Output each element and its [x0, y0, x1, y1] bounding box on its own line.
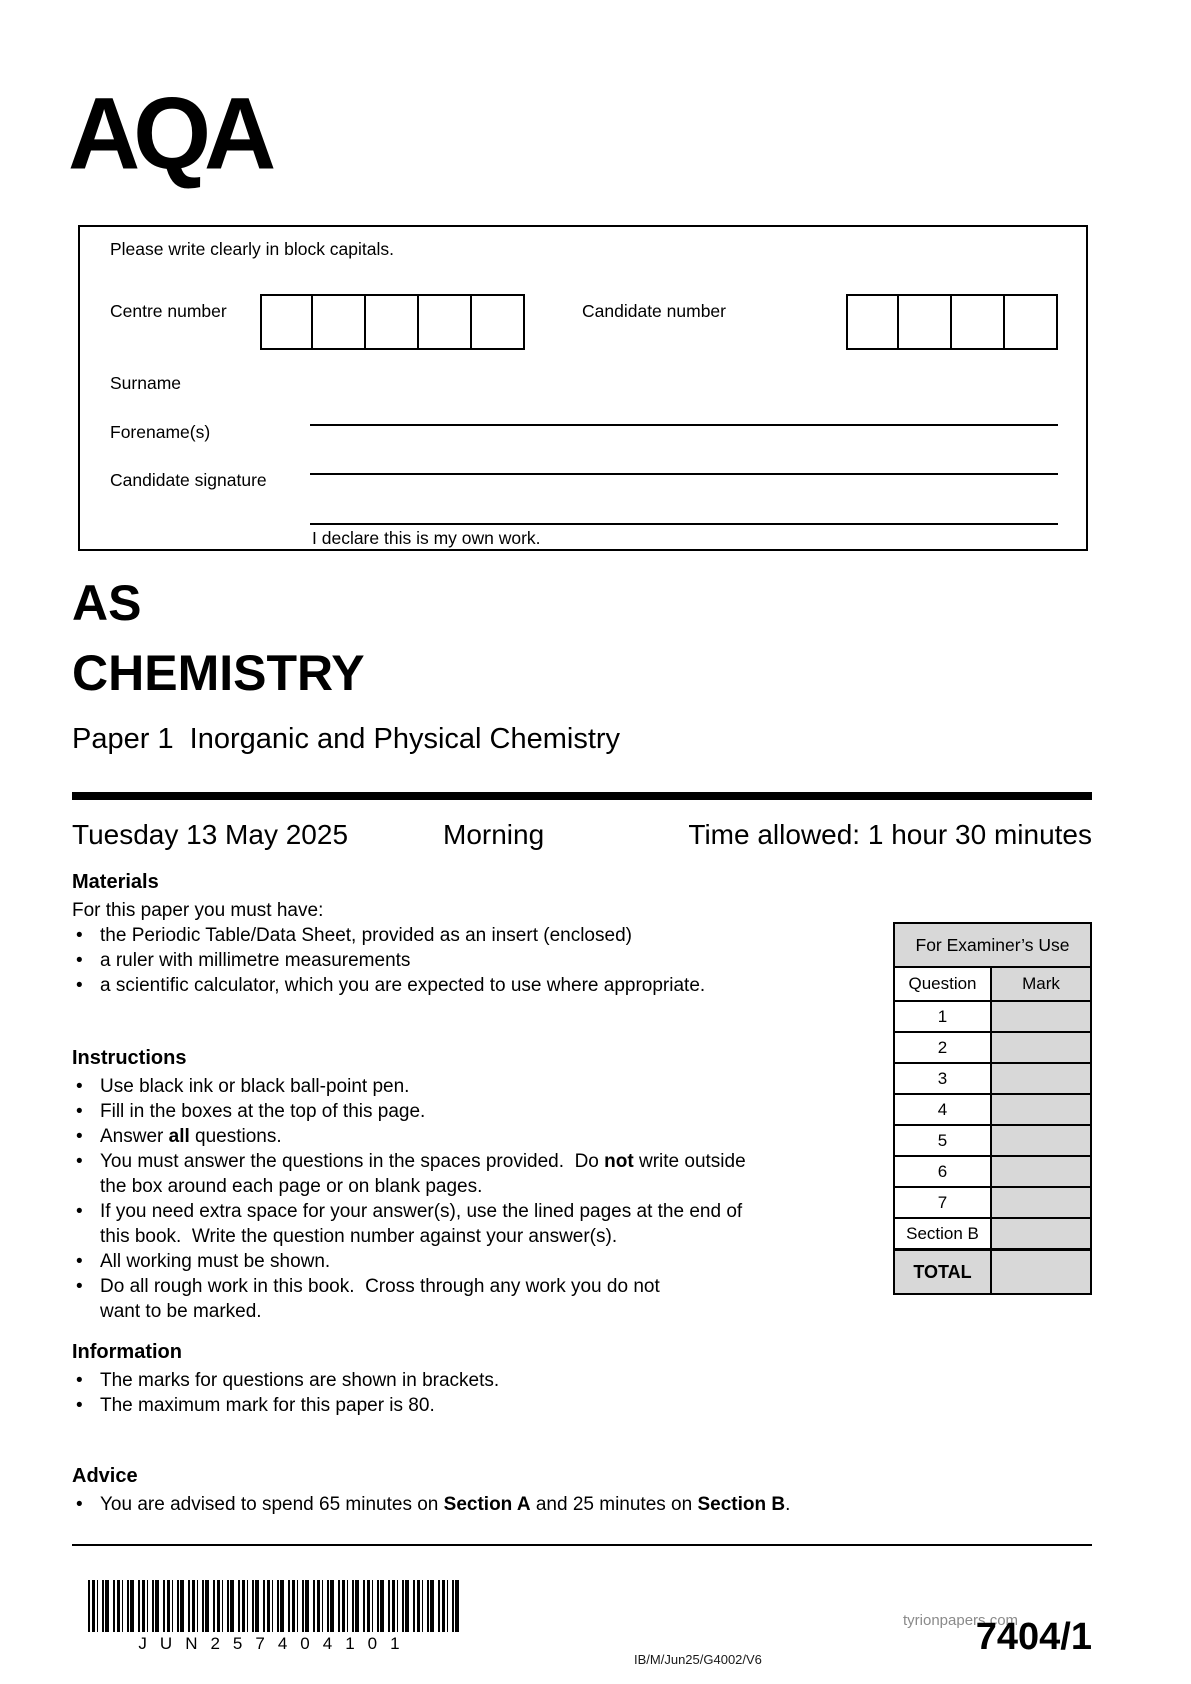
- materials-intro: For this paper you must have:: [72, 900, 324, 921]
- mark-cell: [991, 1001, 1091, 1032]
- question-column-header: Question: [894, 967, 991, 1001]
- bullet-dot: •: [76, 1126, 83, 1147]
- centre-number-label: Centre number: [110, 301, 227, 321]
- question-row-label: 4: [894, 1094, 991, 1125]
- exam-session: Morning: [443, 819, 545, 850]
- candidate-number-cell[interactable]: [1005, 294, 1058, 350]
- instruction-item: • Do all rough work in this book. Cross through any work you do not want to be marked.: [72, 1274, 832, 1324]
- bullet-dot: •: [76, 950, 83, 971]
- instruction-item: • Use black ink or black ball-point pen.: [72, 1074, 832, 1099]
- bullet-dot: •: [76, 1076, 83, 1097]
- examiner-use-table: [893, 922, 1092, 1295]
- block-capitals-note: Please write clearly in block capitals.: [110, 239, 395, 259]
- question-row-label: 6: [894, 1156, 991, 1187]
- centre-number-cell[interactable]: [366, 294, 419, 350]
- barcode-image: [88, 1580, 463, 1632]
- candidate-number-label: Candidate number: [582, 301, 726, 321]
- materials-item: • a ruler with millimetre measurements: [72, 948, 832, 973]
- question-row-label: 3: [894, 1063, 991, 1094]
- advice-heading: Advice: [72, 1465, 138, 1487]
- instruction-item: • You must answer the questions in the spaces provided. Do not write outside the box around each page or on blank pages.: [72, 1149, 832, 1199]
- total-mark-cell: [991, 1250, 1091, 1295]
- forenames-line[interactable]: [310, 473, 1058, 475]
- mark-cell: [991, 1032, 1091, 1063]
- centre-number-cell[interactable]: [260, 294, 313, 350]
- candidate-number-cells: [846, 294, 1058, 350]
- bullet-dot: •: [76, 925, 83, 946]
- paper-code: 7404/1: [975, 1616, 1092, 1658]
- bullet-dot: •: [76, 975, 83, 996]
- surname-line[interactable]: [310, 424, 1058, 426]
- declaration-note: I declare this is my own work.: [312, 528, 541, 548]
- centre-number-cell[interactable]: [419, 294, 472, 350]
- mark-column-header: Mark: [991, 967, 1091, 1001]
- bullet-dot: •: [76, 1276, 83, 1297]
- exam-date: Tuesday 13 May 2025: [72, 819, 349, 850]
- information-item: • The maximum mark for this paper is 80.: [72, 1393, 832, 1418]
- advice-item: • You are advised to spend 65 minutes on Section A and 25 minutes on Section B.: [72, 1492, 832, 1517]
- forenames-label: Forename(s): [110, 422, 211, 442]
- paper-title: Paper 1 Inorganic and Physical Chemistry: [72, 723, 621, 755]
- surname-label: Surname: [110, 373, 182, 393]
- bullet-dot: •: [76, 1370, 83, 1391]
- instruction-item: • If you need extra space for your answer(s), use the lined pages at the end of this book. Write the question number against your answer(s).: [72, 1199, 832, 1249]
- bullet-dot: •: [76, 1201, 83, 1222]
- mark-cell: [991, 1187, 1091, 1218]
- mark-cell: [991, 1125, 1091, 1156]
- question-row-label: 7: [894, 1187, 991, 1218]
- total-label: TOTAL: [894, 1250, 991, 1295]
- instruction-item: • Answer all questions.: [72, 1124, 832, 1149]
- title-rule: [72, 792, 1092, 800]
- print-ref: IB/M/Jun25/G4002/V6: [634, 1652, 762, 1667]
- information-item: • The marks for questions are shown in brackets.: [72, 1368, 832, 1393]
- mark-cell: [991, 1063, 1091, 1094]
- candidate-number-cell[interactable]: [846, 294, 899, 350]
- instructions-section: [72, 1046, 832, 1324]
- centre-number-cell[interactable]: [472, 294, 525, 350]
- barcode-text: JUN257404101: [138, 1634, 413, 1653]
- mark-cell: [991, 1156, 1091, 1187]
- time-allowed: Time allowed: 1 hour 30 minutes: [688, 819, 1092, 850]
- watermark: tyrionpapers.com: [903, 1612, 1019, 1629]
- materials-heading: Materials: [72, 871, 159, 893]
- qualification-title: AS: [72, 575, 142, 631]
- bullet-dot: •: [76, 1251, 83, 1272]
- information-section: [72, 1340, 832, 1418]
- bullet-dot: •: [76, 1151, 83, 1172]
- bullet-dot: •: [76, 1101, 83, 1122]
- mark-cell: [991, 1094, 1091, 1125]
- examiner-table-title: For Examiner’s Use: [894, 923, 1091, 967]
- advice-section: [72, 1464, 832, 1517]
- bullet-dot: •: [76, 1494, 83, 1515]
- question-row-label: 2: [894, 1032, 991, 1063]
- aqa-logo: AQA: [68, 76, 270, 192]
- information-heading: Information: [72, 1341, 182, 1363]
- materials-section: [72, 870, 832, 998]
- section-b-row-label: Section B: [894, 1218, 991, 1250]
- signature-line[interactable]: [310, 523, 1058, 525]
- materials-item: • the Periodic Table/Data Sheet, provided as an insert (enclosed): [72, 923, 832, 948]
- candidate-details-box: [78, 225, 1088, 551]
- question-row-label: 5: [894, 1125, 991, 1156]
- subject-title: CHEMISTRY: [72, 645, 365, 701]
- materials-item: • a scientific calculator, which you are expected to use where appropriate.: [72, 973, 832, 998]
- mark-cell: [991, 1218, 1091, 1250]
- signature-label: Candidate signature: [110, 470, 267, 490]
- candidate-number-cell[interactable]: [952, 294, 1005, 350]
- bullet-dot: •: [76, 1395, 83, 1416]
- instruction-item: • Fill in the boxes at the top of this page.: [72, 1099, 832, 1124]
- question-row-label: 1: [894, 1001, 991, 1032]
- centre-number-cell[interactable]: [313, 294, 366, 350]
- instruction-item: • All working must be shown.: [72, 1249, 832, 1274]
- candidate-number-cell[interactable]: [899, 294, 952, 350]
- footer-rule: [72, 1544, 1092, 1546]
- centre-number-cells: [260, 294, 525, 350]
- instructions-heading: Instructions: [72, 1047, 187, 1069]
